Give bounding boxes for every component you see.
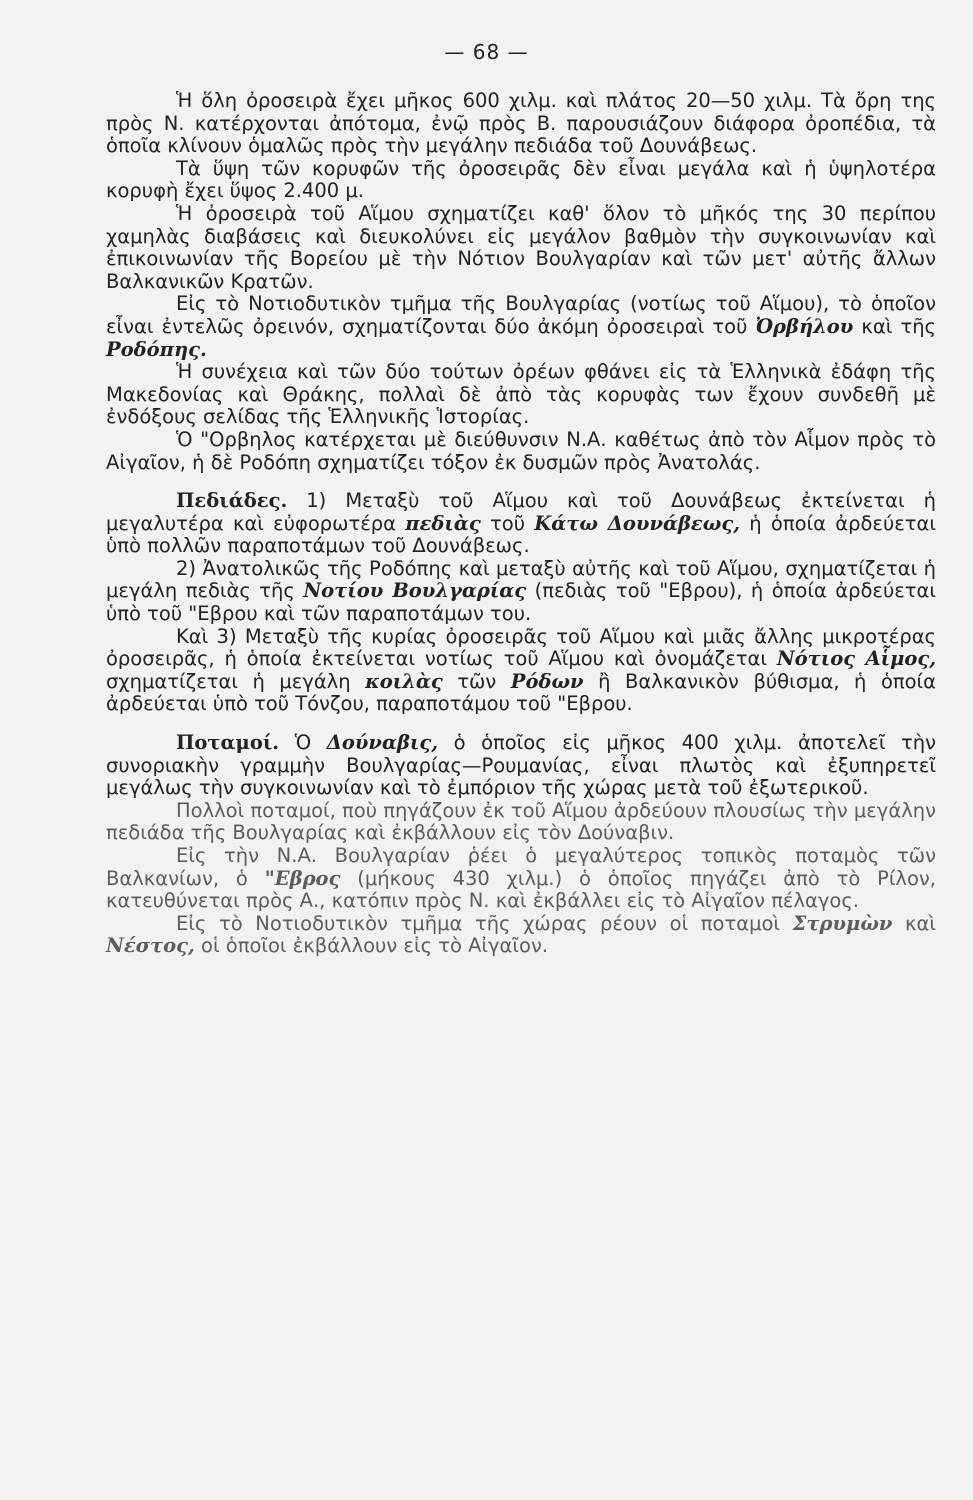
term-southern-haemus: Νότιος Αἷμος, [776, 647, 937, 671]
paragraph-peak-heights: Τὰ ὕψη τῶν κορυφῶν τῆς ὀροσειρᾶς δὲν εἶναι μεγάλα καὶ ἡ ὑψηλοτέρα κορυφὴ ἔχει ὕψος 2.400 μ. [106, 156, 936, 203]
paragraph-evros: Εἰς τὴν Ν.Α. Βουλγαρίαν ῥέει ὁ μεγαλύτερος τοπικὸς ποταμὸς τῶν Βαλκανίων, ὁ "Εβρος (μήκους 430 χιλμ.) ὁ ὁποῖος πηγάζει ἀπὸ τὸ Ρίλον, κατευθύνεται πρὸς Α., κατόπιν πρὸς Ν. καὶ ἐκβάλλει εἰς τὸ Αἰγαῖον πέλαγος. [106, 844, 936, 913]
paragraph-orbelus-direction: Ὁ "Ορβηλος κατέρχεται μὲ διεύθυνσιν Ν.Α. καθέτως ἀπὸ τὸν Αἷμον πρὸς τὸ Αἰγαῖον, ἡ δὲ Ροδόπη σχηματίζει τόξον ἐκ δυσμῶν πρὸς Ἀνατολάς. [106, 427, 936, 474]
term-strymon: Στρυμὼν [792, 911, 893, 935]
paragraph-haemus-rivers: Πολλοὶ ποταμοί, ποὺ πηγάζουν ἐκ τοῦ Αἵμου ἀρδεύουν πλουσίως τὴν μεγάλην πεδιάδα τῆς Βουλγαρίας καὶ ἐκβάλλουν εἰς τὸν Δούναβιν. [106, 798, 936, 845]
paragraph-rivers-danube: Ποταμοί. Ὁ Δούναβις, ὁ ὁποῖος εἰς μῆκος 400 χιλμ. ἀποτελεῖ τὴν συνοριακὴν γραμμὴν Βουλγαρίας—Ρουμανίας, εἶναι πλωτὸς καὶ ἐξυπηρετεῖ μεγάλως τὴν συγκοινωνίαν καὶ τὸ ἐμπόριον τῆς χώρας μετὰ τοῦ ἐξωτερικοῦ. [106, 731, 936, 800]
term-southern-bulgaria: Νοτίου Βουλγαρίας [303, 579, 527, 603]
section-heading-plains: Πεδιάδες. [176, 489, 288, 513]
paragraph-greek-lands: Ἡ συνέχεια καὶ τῶν δύο τούτων ὀρέων φθάνει εἰς τὰ Ἑλληνικὰ ἐδάφη τῆς Μακεδονίας καὶ Θράκης, πολλαὶ δὲ ἀπὸ τὰς κορυφὰς των ἔχουν συνδεθῆ μὲ ἐνδόξους σελίδας τῆς Ἑλληνικῆς Ἱστορίας. [106, 360, 936, 429]
body-text [106, 90, 936, 958]
paragraph-plains-2: 2) Ἀνατολικῶς τῆς Ροδόπης καὶ μεταξὺ αὐτῆς καὶ τοῦ Αἵμου, σχηματίζεται ἡ μεγάλη πεδιὰς τῆς Νοτίου Βουλγαρίας (πεδιὰς τοῦ "Εβρου), ἡ ὁποία ἀρδεύεται ὑπὸ τοῦ "Εβρου καὶ τῶν παραποτάμων του. [106, 556, 936, 626]
page-number: — 68 — [444, 40, 529, 64]
term-lower-danube: Κάτω Δουνάβεως, [534, 511, 741, 535]
paragraph-range-dimensions: Ἡ ὅλη ὀροσειρὰ ἔχει μῆκος 600 χιλμ. καὶ πλάτος 20—50 χιλμ. Τὰ ὄρη της πρὸς Ν. κατέρχονται ἀπότομα, ἐνῷ πρὸς Β. παρουσιάζουν διάφορα ὀροπέδια, τὰ ὁποῖα κλίνουν ὁμαλῶς πρὸς τὴν μεγάλην πεδιάδα τοῦ Δουνάβεως. [106, 89, 936, 158]
paragraph-strymon-nestos: Εἰς τὸ Νοτιοδυτικὸν τμῆμα τῆς χώρας ρέουν οἱ ποταμοὶ Στρυμὼν καὶ Νέστος, οἱ ὁποῖοι ἐκβάλλουν εἰς τὸ Αἰγαῖον. [106, 911, 936, 958]
term-rhodope: Ροδόπης. [106, 337, 207, 361]
paragraph-southwest-ranges: Εἰς τὸ Νοτιοδυτικὸν τμῆμα τῆς Βουλγαρίας (νοτίως τοῦ Αἵμου), τὸ ὁποῖον εἶναι ἐντελῶς ὀρεινόν, σχηματίζονται δύο ἀκόμη ὀροσειραὶ τοῦ Ὀρβήλου καὶ τῆς Ροδόπης. [106, 292, 937, 361]
term-danube: Δούναβις, [326, 731, 438, 755]
paragraph-plains-1: Πεδιάδες. 1) Μεταξὺ τοῦ Αἵμου καὶ τοῦ Δουνάβεως ἐκτείνεται ἡ μεγαλυτέρα καὶ εὐφορωτέρα πεδιὰς τοῦ Κάτω Δουνάβεως, ἡ ὁποία ἀρδεύεται ὑπὸ πολλῶν παραποτάμων τοῦ Δουνάβεως. [106, 489, 936, 558]
term-plain: πεδιὰς [405, 511, 481, 535]
paragraph-plains-3: Καὶ 3) Μεταξὺ τῆς κυρίας ὀροσειρᾶς τοῦ Αἵμου καὶ μιᾶς ἄλλης μικροτέρας ὀροσειρᾶς, ἡ ὁποία ἐκτείνεται νοτίως τοῦ Αἵμου καὶ ὀνομάζεται Νότιος Αἷμος, σχηματίζεται ἡ μεγάλη κοιλὰς τῶν Ρόδων ἢ Βαλκανικὸν βύθισμα, ἡ ὁποία ἀρδεύεται ὑπὸ τοῦ Τόνζου, παραποτάμου τοῦ "Εβρου. [106, 624, 937, 716]
term-valley: κοιλὰς [365, 669, 443, 693]
term-orbelus: Ὀρβήλου [755, 314, 854, 338]
term-evros: "Εβρος [264, 866, 341, 890]
paragraph-haemus-passes: Ἡ ὀροσειρὰ τοῦ Αἵμου σχηματίζει καθ' ὅλον τὸ μῆκός της 30 περίπου χαμηλὰς διαβάσεις καὶ διευκολύνει εἰς μεγάλον βαθμὸν τὴν συγκοινωνίαν καὶ ἐπικοινωνίαν τῆς Βορείου μὲ τὴν Νότιον Βουλγαρίαν καὶ τῶν μετ' αὐτῆς ἄλλων Βαλκανικῶν Κρατῶν. [106, 201, 936, 293]
section-heading-rivers: Ποταμοί. [176, 731, 280, 755]
term-nestos: Νέστος, [106, 934, 195, 958]
term-roses: Ρόδων [510, 669, 584, 693]
